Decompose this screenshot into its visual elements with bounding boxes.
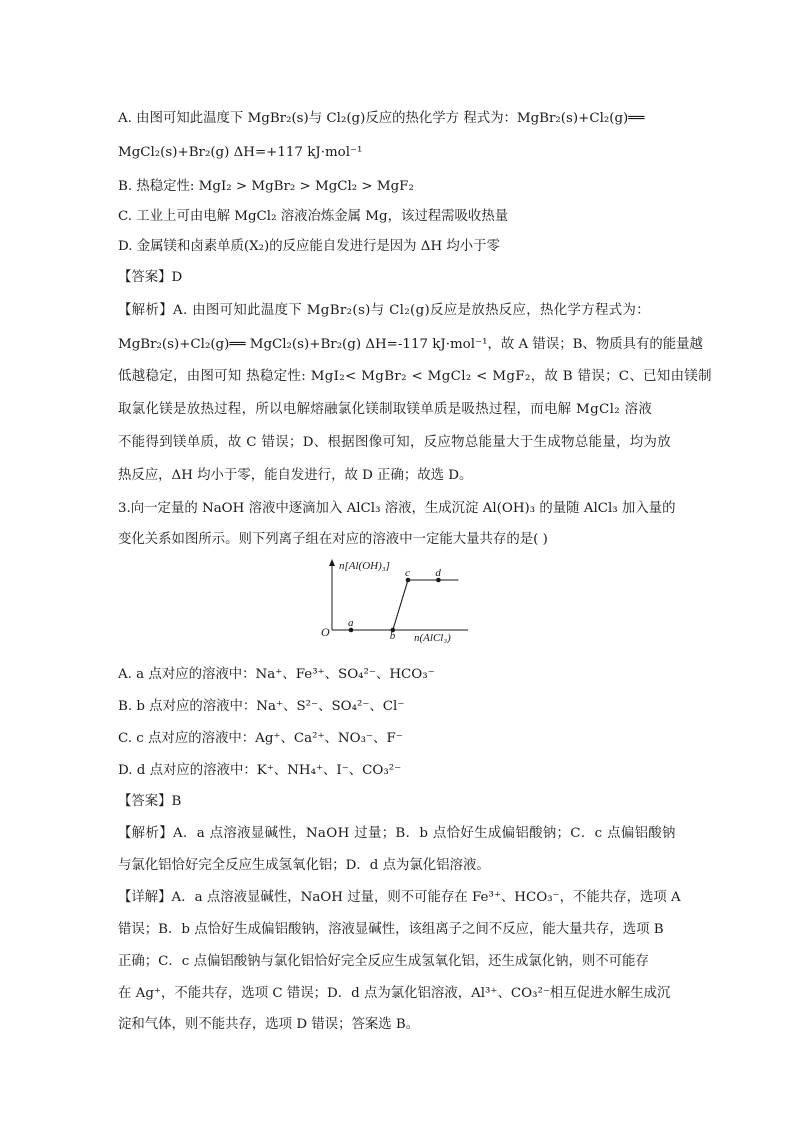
option-c-line-q3: C. c 点对应的溶液中：Ag⁺、Ca²⁺、NO₃⁻、F⁻ bbox=[118, 731, 403, 746]
al-oh3-graph bbox=[318, 556, 478, 648]
curve-rise-segment bbox=[393, 580, 408, 630]
point-b-label: b bbox=[389, 630, 396, 642]
analysis-2-line-2: 与氯化铝恰好完全反应生成氢氧化铝；D．d 点为氯化铝溶液。 bbox=[118, 858, 490, 873]
question-3-line-1: 3.向一定量的 NaOH 溶液中逐滴加入 AlCl₃ 溶液，生成沉淀 Al(OH)₃ 的量随 AlCl₃ 加入量的 bbox=[118, 501, 676, 516]
y-axis-arrow bbox=[329, 559, 335, 566]
option-d-line-q3: D. d 点对应的溶液中：K⁺、NH₄⁺、I⁻、CO₃²⁻ bbox=[118, 763, 402, 778]
option-b-line: B. 热稳定性: MgI₂ > MgBr₂ > MgCl₂ > MgF₂ bbox=[118, 179, 414, 194]
analysis-line-2: MgBr₂(s)+Cl₂(g)══ MgCl₂(s)+Br₂(g) ΔH=-117 kJ·mol⁻¹，故 A 错误；B、物质具有的能量越 bbox=[118, 337, 703, 352]
curve-layer bbox=[348, 567, 458, 642]
y-axis-label: n[Al(OH)₃] bbox=[339, 560, 390, 572]
analysis-line-4: 取氯化镁是放热过程，所以电解熔融氯化镁制取镁单质是吸热过程，而电解 MgCl₂ 溶液 bbox=[118, 402, 653, 417]
point-a-label: a bbox=[348, 617, 354, 629]
point-d-label: d bbox=[435, 567, 441, 579]
x-axis-label: n(AlCl₃) bbox=[414, 632, 451, 644]
detail-line-4: 在 Ag⁺，不能共存，选项 C 错误；D．d 点为氯化铝溶液，Al³⁺、CO₃²⁻相互促进水解生成沉 bbox=[118, 986, 671, 1001]
question-3-line-2: 变化关系如图所示。则下列离子组在对应的溶液中一定能大量共存的是( ) bbox=[118, 532, 548, 547]
detail-line-5: 淀和气体，则不能共存，选项 D 错误；答案选 B。 bbox=[118, 1017, 420, 1032]
text-line-1: A. 由图可知此温度下 MgBr₂(s)与 Cl₂(g)反应的热化学方 程式为：MgBr₂(s)+Cl₂(g)══ bbox=[118, 111, 645, 126]
analysis-2-line-1: 【解析】A．a 点溶液显碱性，NaOH 过量；B．b 点恰好生成偏铝酸钠；C．c 点偏铝酸钠 bbox=[118, 826, 676, 841]
analysis-line-1: 【解析】A. 由图可知此温度下 MgBr₂(s)与 Cl₂(g)反应是放热反应，热化学方程式为： bbox=[118, 303, 650, 318]
answer-label-2: 【答案】B bbox=[118, 794, 182, 809]
detail-line-2: 错误；B．b 点恰好生成偏铝酸钠，溶液显碱性，该组离子之间不反应，能大量共存，选项 B bbox=[118, 922, 664, 937]
point-c-label: c bbox=[405, 567, 410, 579]
option-c-line: C. 工业上可由电解 MgCl₂ 溶液冶炼金属 Mg，该过程需吸收热量 bbox=[118, 209, 509, 224]
option-b-line-q3: B. b 点对应的溶液中：Na⁺、S²⁻、SO₄²⁻、Cl⁻ bbox=[118, 699, 405, 714]
analysis-line-6: 热反应，ΔH 均小于零，能自发进行，故 D 正确；故选 D。 bbox=[118, 468, 473, 483]
detail-line-3: 正确；C．c 点偏铝酸钠与氯化铝恰好完全反应生成氢氧化铝，还生成氯化钠，则不可能存 bbox=[118, 954, 649, 969]
option-a-line: A. a 点对应的溶液中：Na⁺、Fe³⁺、SO₄²⁻、HCO₃⁻ bbox=[118, 667, 435, 682]
origin-label: O bbox=[321, 625, 330, 639]
analysis-line-5: 不能得到镁单质，故 C 错误；D、根据图像可知，反应物总能量大于生成物总能量，均为放 bbox=[118, 435, 672, 450]
text-line-2: MgCl₂(s)+Br₂(g) ΔH=+117 kJ·mol⁻¹ bbox=[118, 145, 363, 160]
answer-label-1: 【答案】D bbox=[118, 270, 183, 285]
analysis-line-3: 低越稳定，由图可知 热稳定性: MgI₂< MgBr₂ < MgCl₂ < MgF₂，故 B 错误；C、已知由镁制 bbox=[118, 369, 712, 384]
option-d-line: D. 金属镁和卤素单质(X₂)的反应能自发进行是因为 ΔH 均小于零 bbox=[118, 239, 500, 254]
detail-line-1: 【详解】A．a 点溶液显碱性，NaOH 过量，则不可能存在 Fe³⁺、HCO₃⁻，不能共存，选项 A bbox=[118, 890, 681, 905]
